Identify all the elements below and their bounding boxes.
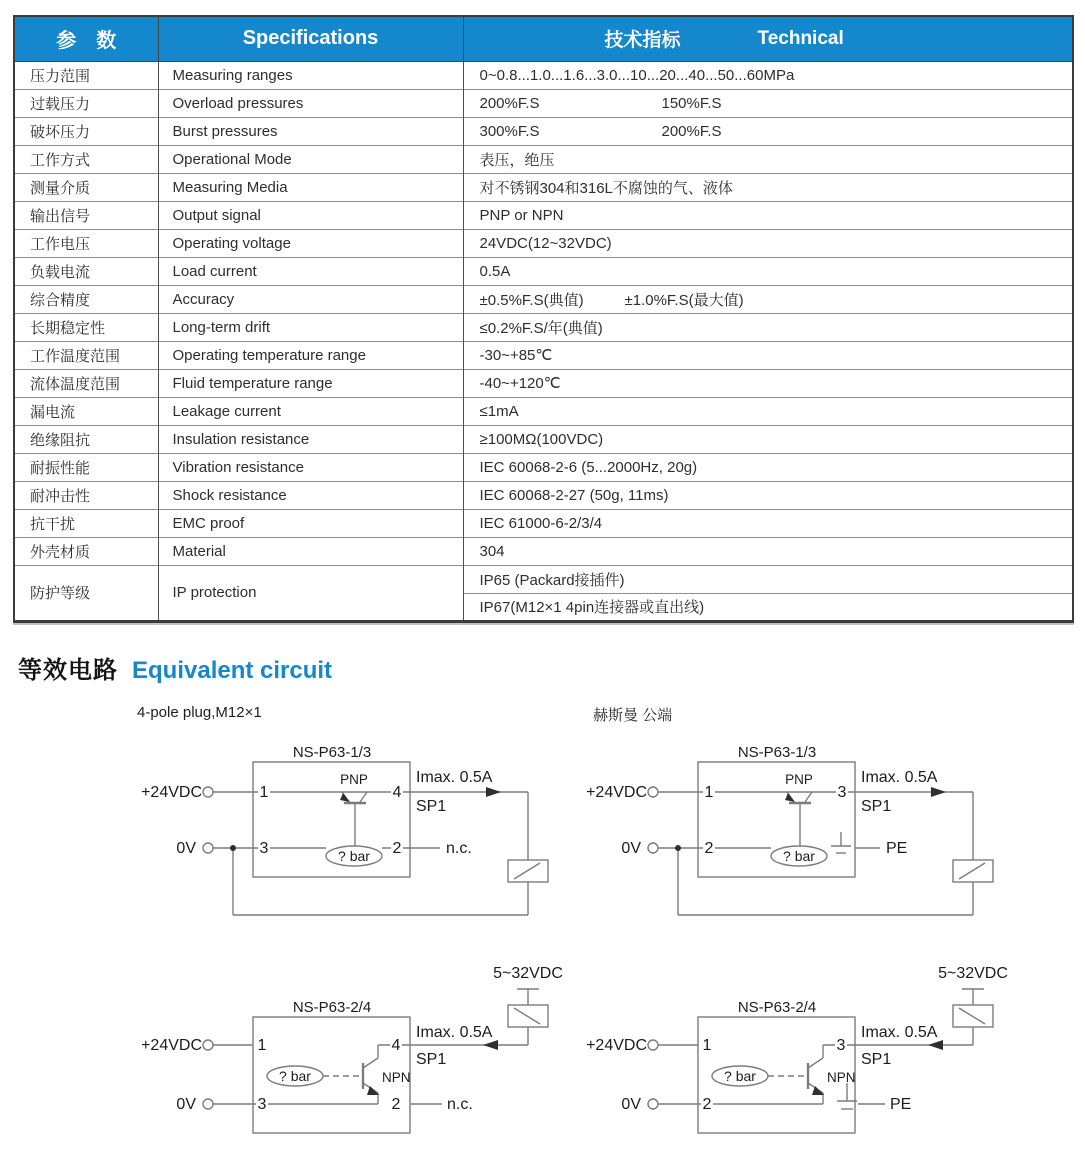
pin-label: 3	[257, 1096, 267, 1113]
terminal-icon	[648, 1099, 658, 1109]
param-cn-cell: 工作方式	[14, 145, 158, 173]
param-en-cell: Fluid temperature range	[158, 369, 463, 397]
value-text: 200%F.S	[479, 94, 540, 112]
imax-label: Imax. 0.5A	[416, 1024, 493, 1041]
circuit-diagram-npn-hirschmann	[575, 955, 1020, 1153]
table-row	[14, 313, 1073, 341]
value-cell	[463, 481, 1073, 509]
header-tech-en: Technical	[757, 27, 844, 49]
value-cell	[463, 285, 1073, 313]
param-cn-cell: 破坏压力	[14, 117, 158, 145]
param-cn-cell: 漏电流	[14, 397, 158, 425]
param-en-cell: Burst pressures	[158, 117, 463, 145]
value-cell	[463, 453, 1073, 481]
transistor-npn-icon	[363, 1045, 378, 1104]
pin-label: 2	[392, 840, 402, 857]
value-cell	[463, 201, 1073, 229]
pin-label: 3	[836, 1037, 846, 1054]
specifications-table	[13, 15, 1074, 623]
table-row	[14, 145, 1073, 173]
imax-label: Imax. 0.5A	[861, 769, 938, 786]
pin-label: 2	[391, 1096, 401, 1113]
pin-label: 4	[391, 1037, 401, 1054]
table-header-row	[14, 16, 1073, 61]
transistor-type-label: NPN	[382, 1070, 411, 1085]
bar-label: ? bar	[338, 848, 370, 864]
current-arrow-icon	[483, 1040, 498, 1050]
value-cell	[463, 369, 1073, 397]
pin-label: 1	[259, 784, 269, 801]
param-cn-cell: 负载电流	[14, 257, 158, 285]
pin-label: 1	[704, 784, 714, 801]
imax-label: Imax. 0.5A	[416, 769, 493, 786]
param-cn-cell: 绝缘阻抗	[14, 425, 158, 453]
param-cn-cell: 长期稳定性	[14, 313, 158, 341]
supply-label: +24VDC	[586, 1037, 647, 1054]
ext-supply-label: 5~32VDC	[493, 965, 563, 982]
section-title-cn: 等效电路	[18, 657, 118, 684]
terminal-icon	[648, 787, 658, 797]
param-en-cell: Load current	[158, 257, 463, 285]
caption-hirschmann: 赫斯曼 公端	[593, 707, 673, 724]
value-text: -30~+85℃	[479, 347, 553, 364]
value-cell	[463, 257, 1073, 285]
circuit-diagram-npn-m12	[130, 955, 575, 1153]
pin-label: 3	[837, 784, 847, 801]
value-cell	[463, 341, 1073, 369]
value-cell	[463, 89, 1073, 117]
circuit-diagram-pnp-hirschmann	[575, 740, 1005, 935]
value-cell	[463, 313, 1073, 341]
value-text: 304	[479, 542, 505, 560]
param-en-cell: EMC proof	[158, 509, 463, 537]
value-text: 300%F.S	[479, 122, 540, 140]
junction-dot	[230, 845, 236, 851]
circuit-wiring	[203, 762, 548, 915]
value-text: ≥100MΩ(100VDC)	[479, 430, 604, 448]
current-arrow-icon	[486, 787, 501, 797]
sp-label: SP1	[861, 798, 892, 815]
value-cell	[463, 537, 1073, 565]
value-text: ±0.5%F.S(典值)	[479, 291, 584, 309]
header-tech-cn: 技术指标	[604, 30, 681, 52]
pe-label: PE	[886, 840, 908, 857]
pe-label: PE	[890, 1096, 912, 1113]
circuit-wiring	[648, 762, 993, 915]
terminal-icon	[203, 787, 213, 797]
param-cn-cell: 外壳材质	[14, 537, 158, 565]
ext-supply-label: 5~32VDC	[938, 965, 1008, 982]
sp-label: SP1	[861, 1051, 892, 1068]
bar-label: ? bar	[279, 1068, 311, 1084]
param-en-cell: Output signal	[158, 201, 463, 229]
terminal-icon	[648, 1040, 658, 1050]
param-en-cell: Operational Mode	[158, 145, 463, 173]
param-cn-cell: 过载压力	[14, 89, 158, 117]
value-cell	[463, 173, 1073, 201]
param-en-cell: Operating temperature range	[158, 341, 463, 369]
value-cell	[463, 117, 1073, 145]
param-en-cell: Measuring ranges	[158, 61, 463, 89]
terminal-icon	[203, 1040, 213, 1050]
section-title-en: Equivalent circuit	[132, 657, 333, 684]
header-technical	[463, 16, 1073, 61]
emitter-arrow-icon	[785, 793, 795, 802]
table-row	[14, 229, 1073, 257]
value-text-2: 200%F.S	[661, 122, 722, 140]
param-cn-cell: 耐冲击性	[14, 481, 158, 509]
value-cell	[463, 61, 1073, 89]
pin-label: 1	[702, 1037, 712, 1054]
gnd-label: 0V	[176, 840, 196, 857]
param-cn-cell: 输出信号	[14, 201, 158, 229]
value-text: 对不锈钢304和316L不腐蚀的气、液体	[479, 179, 733, 197]
value-cell	[463, 397, 1073, 425]
sensor-box	[698, 762, 855, 877]
table-row	[14, 257, 1073, 285]
param-en-cell: Insulation resistance	[158, 425, 463, 453]
param-cn-cell: 测量介质	[14, 173, 158, 201]
value-text: IP67(M12×1 4pin连接器或直出线)	[479, 599, 705, 616]
table-row	[14, 285, 1073, 313]
value-text: IEC 61000-6-2/3/4	[479, 514, 603, 532]
nc-label: n.c.	[447, 1096, 473, 1113]
param-cn-cell: 耐振性能	[14, 453, 158, 481]
imax-label: Imax. 0.5A	[861, 1024, 938, 1041]
terminal-icon	[203, 1099, 213, 1109]
table-row	[14, 453, 1073, 481]
param-en-cell: Vibration resistance	[158, 453, 463, 481]
table-row	[14, 565, 1073, 593]
param-en-cell: IP protection	[158, 565, 463, 621]
gnd-label: 0V	[621, 840, 641, 857]
circuit-model-label: NS-P63-1/3	[737, 744, 817, 761]
value-cell	[463, 229, 1073, 257]
header-param: 参 数	[14, 16, 158, 61]
gnd-label: 0V	[621, 1096, 641, 1113]
supply-label: +24VDC	[141, 784, 202, 801]
value-text: 24VDC(12~32VDC)	[479, 234, 612, 252]
caption-4pole-plug: 4-pole plug,M12×1	[137, 704, 262, 721]
terminal-icon	[203, 843, 213, 853]
header-specifications: Specifications	[158, 16, 463, 61]
earth-ground-icon	[831, 832, 851, 853]
table-row	[14, 89, 1073, 117]
value-cell	[463, 425, 1073, 453]
value-text: ≤0.2%F.S/年(典值)	[479, 319, 603, 337]
pin-label: 3	[259, 840, 269, 857]
value-text-2: ±1.0%F.S(最大值)	[624, 291, 744, 309]
param-cn-cell: 抗干扰	[14, 509, 158, 537]
value-text: IEC 60068-2-27 (50g, 11ms)	[479, 486, 669, 504]
param-cn-cell: 流体温度范围	[14, 369, 158, 397]
value-text: -40~+120℃	[479, 375, 561, 392]
param-en-cell: Material	[158, 537, 463, 565]
transistor-type-label: PNP	[340, 772, 368, 787]
transistor-type-label: NPN	[827, 1070, 856, 1085]
bar-label: ? bar	[783, 848, 815, 864]
gnd-label: 0V	[176, 1096, 196, 1113]
circuit-model-label: NS-P63-1/3	[292, 744, 372, 761]
param-en-cell: Operating voltage	[158, 229, 463, 257]
circuit-model-label: NS-P63-2/4	[737, 999, 817, 1016]
sp-label: SP1	[416, 1051, 447, 1068]
param-en-cell: Shock resistance	[158, 481, 463, 509]
param-cn-cell: 工作温度范围	[14, 341, 158, 369]
value-cell	[463, 593, 1073, 621]
table-row	[14, 201, 1073, 229]
circuit-diagram-pnp-m12	[130, 740, 560, 935]
pin-label: 2	[702, 1096, 712, 1113]
table-row	[14, 397, 1073, 425]
value-text: PNP or NPN	[479, 206, 564, 224]
value-text-2: 150%F.S	[661, 94, 722, 112]
value-text: IP65 (Packard接插件)	[479, 571, 625, 589]
param-cn-cell: 压力范围	[14, 61, 158, 89]
value-text: 表压，绝压	[479, 151, 555, 169]
table-row	[14, 117, 1073, 145]
transistor-npn-icon	[808, 1045, 823, 1104]
param-en-cell: Overload pressures	[158, 89, 463, 117]
table-row	[14, 537, 1073, 565]
value-cell	[463, 509, 1073, 537]
supply-label: +24VDC	[141, 1037, 202, 1054]
supply-label: +24VDC	[586, 784, 647, 801]
pin-label: 1	[257, 1037, 267, 1054]
table-row	[14, 481, 1073, 509]
current-arrow-icon	[928, 1040, 943, 1050]
param-en-cell: Measuring Media	[158, 173, 463, 201]
param-en-cell: Leakage current	[158, 397, 463, 425]
table-row	[14, 61, 1073, 89]
junction-dot	[675, 845, 681, 851]
nc-label: n.c.	[446, 840, 472, 857]
current-arrow-icon	[931, 787, 946, 797]
table-row	[14, 173, 1073, 201]
pin-label: 2	[704, 840, 714, 857]
terminal-icon	[648, 843, 658, 853]
earth-ground-icon	[837, 1083, 857, 1109]
section-heading	[18, 650, 332, 685]
sp-label: SP1	[416, 798, 447, 815]
sensor-box	[253, 762, 410, 877]
table-row	[14, 425, 1073, 453]
value-text: 0~0.8...1.0...1.6...3.0...10...20...40...50...60MPa	[479, 66, 795, 84]
pin-label: 4	[392, 784, 402, 801]
emitter-arrow-icon	[340, 793, 350, 802]
circuit-wiring	[203, 989, 548, 1133]
table-row	[14, 341, 1073, 369]
value-text: 0.5A	[479, 262, 511, 280]
param-en-cell: Long-term drift	[158, 313, 463, 341]
param-en-cell: Accuracy	[158, 285, 463, 313]
param-cn-cell: 综合精度	[14, 285, 158, 313]
param-cn-cell: 防护等级	[14, 565, 158, 621]
value-cell	[463, 565, 1073, 593]
circuit-model-label: NS-P63-2/4	[292, 999, 372, 1016]
value-cell	[463, 145, 1073, 173]
bar-label: ? bar	[724, 1068, 756, 1084]
param-cn-cell: 工作电压	[14, 229, 158, 257]
value-text: ≤1mA	[479, 402, 519, 420]
table-row	[14, 509, 1073, 537]
table-row	[14, 369, 1073, 397]
circuit-wiring	[648, 989, 993, 1133]
transistor-type-label: PNP	[785, 772, 813, 787]
value-text: IEC 60068-2-6 (5...2000Hz, 20g)	[479, 458, 698, 476]
